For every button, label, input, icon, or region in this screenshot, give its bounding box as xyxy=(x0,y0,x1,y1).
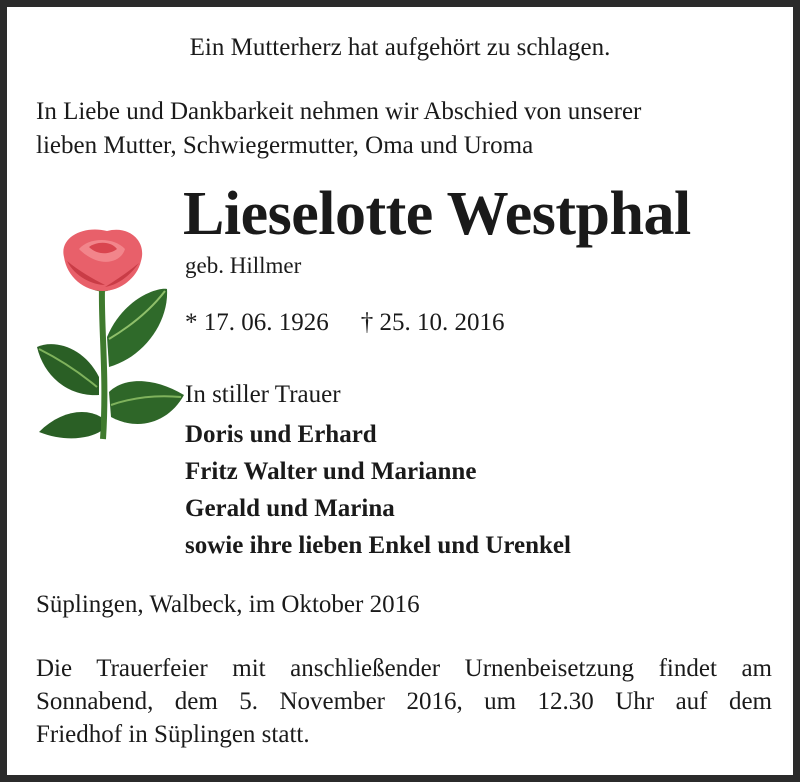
ceremony-info xyxy=(36,652,772,751)
intro-line: lieben Mutter, Schwiegermutter, Oma und Uroma xyxy=(36,132,534,159)
life-dates xyxy=(185,309,505,337)
mourning-intro: In stiller Trauer xyxy=(185,381,341,408)
intro-line: In Liebe und Dankbarkeit nehmen wir Abschied von unserer xyxy=(36,98,642,125)
place-date: Süplingen, Walbeck, im Oktober 2016 xyxy=(36,591,420,618)
ceremony-line: Sonnabend, dem 5. November 2016, um 12.30 Uhr auf dem xyxy=(36,688,772,715)
death-date: † 25. 10. 2016 xyxy=(360,309,505,336)
maiden-name: geb. Hillmer xyxy=(185,253,302,278)
birth-date: * 17. 06. 1926 xyxy=(185,309,329,336)
intro-text xyxy=(36,95,772,163)
mourner-line: Fritz Walter und Marianne xyxy=(185,458,477,485)
deceased-name: Lieselotte Westphal xyxy=(183,180,691,248)
mourner-line: Gerald und Marina xyxy=(185,495,395,522)
mourner-line: Doris und Erhard xyxy=(185,421,377,448)
ceremony-line: Die Trauerfeier mit anschließender Urnenbeisetzung findet am xyxy=(36,655,772,682)
ceremony-line: Friedhof in Süplingen statt. xyxy=(36,721,310,748)
rose-icon xyxy=(29,227,189,442)
mourner-line: sowie ihre lieben Enkel und Urenkel xyxy=(185,532,571,559)
headline: Ein Mutterherz hat aufgehört zu schlagen. xyxy=(189,34,611,61)
